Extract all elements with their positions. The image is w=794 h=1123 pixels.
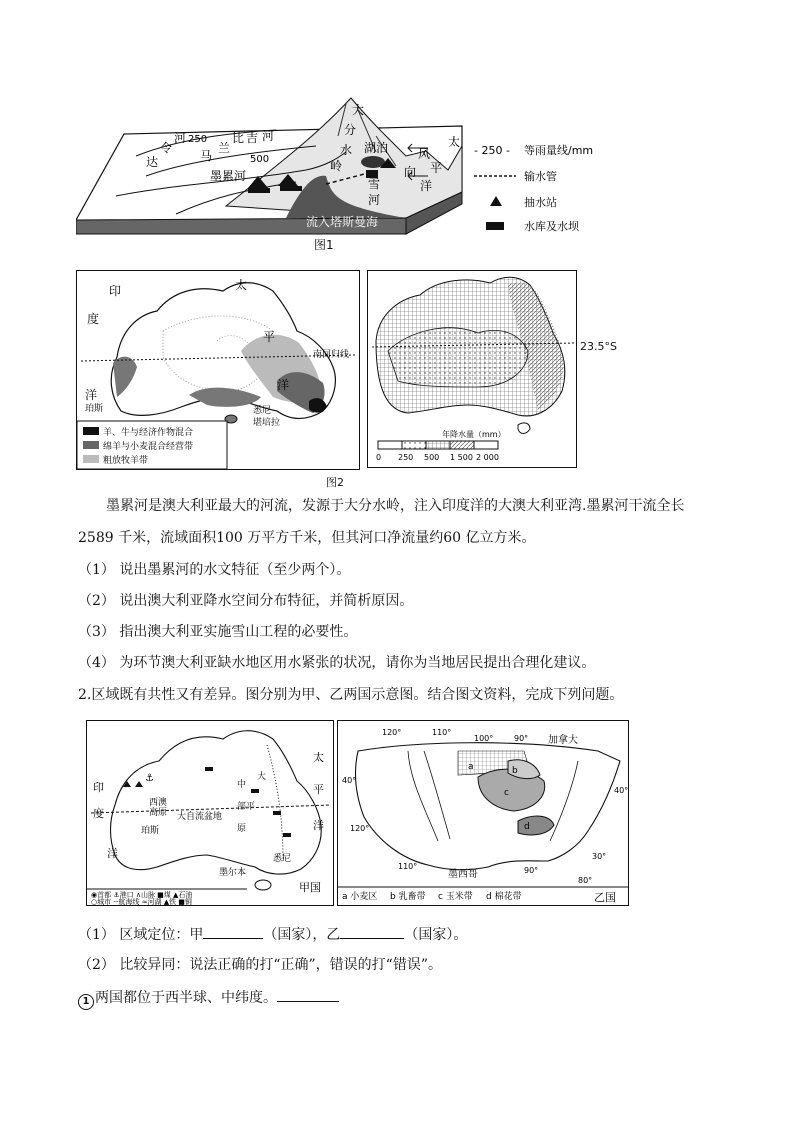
yi-title: 乙国 <box>594 891 616 904</box>
left-legend-1: 羊、牛与经济作物混合 <box>103 428 194 438</box>
yi-lon-80: 80° <box>578 876 593 885</box>
question-1-3: （3） 指出澳大利亚实施雪山工程的必要性。 <box>78 624 358 640</box>
answer-blank-item-1[interactable] <box>277 987 339 1002</box>
legend-pipe-label: 输水管 <box>524 170 557 183</box>
yi-zone-c: c <box>504 788 509 798</box>
label-wind-1: 风 <box>418 147 431 161</box>
isohyet-250: 250 <box>188 134 208 145</box>
anchor-icon: ⚓ <box>145 773 154 784</box>
question-1-4: （4） 为环节澳大利亚缺水地区用水紧张的状况，请你为当地居民提出合理化建议。 <box>78 655 596 671</box>
figure-2-left-svg <box>77 271 359 469</box>
yi-lat-30: 30° <box>592 852 607 861</box>
yi-zone-a: a <box>468 762 474 772</box>
yi-lon-100: 100° <box>474 734 494 743</box>
left-map-label-indian-3: 洋 <box>85 388 98 402</box>
left-map-label-pacific-1: 太 <box>235 278 248 292</box>
jia-legend-row-2: ○城市 --航海线 ≈河湖 ▲铁 ■铜 <box>91 898 192 905</box>
label-dafen-3: 水 <box>340 143 353 157</box>
label-murray: 墨累河 <box>210 169 247 183</box>
scale-tick-2000: 2 000 <box>476 453 499 462</box>
answer-blank-yi[interactable] <box>340 924 404 939</box>
left-map-label-perth: 珀斯 <box>85 404 104 414</box>
label-malan-3: 比 <box>232 131 245 145</box>
yi-lat-40-left: 40° <box>342 776 357 785</box>
left-map-label-indian-1: 印 <box>109 284 122 298</box>
question-1-1: （1） 说出墨累河的水文特征（至少两个）。 <box>78 562 351 578</box>
yi-lon-90-bottom: 90° <box>524 866 539 875</box>
yi-lat-40-right: 40° <box>614 786 628 795</box>
intro-paragraph-line-2: 2589 千米，流域面积100 万平方千米，但其河口净流量约60 亿立方米。 <box>78 530 536 546</box>
question-2-2: （2） 比较异同：说法正确的打“正确”，错误的打“错误”。 <box>78 957 442 973</box>
label-pacific-2: 平 <box>430 161 443 175</box>
jia-legend-row-1: ◉首都 ⚓港口 ∧山脉 ■煤 ▲石油 <box>91 891 193 899</box>
country-yi-svg <box>338 721 628 905</box>
country-yi-map <box>337 720 629 906</box>
figure-1-caption: 图1 <box>314 238 334 252</box>
legend-reservoir-label: 水库及水坝 <box>524 220 579 233</box>
right-map-scale-title: 年降水量（mm） <box>442 430 506 439</box>
yi-lon-120-bottom: 120° <box>350 824 370 833</box>
label-darling-1: 达 <box>146 155 159 169</box>
figure-2-right-map <box>367 270 577 468</box>
label-snow-1: 雪 <box>368 177 381 191</box>
question-2-1 <box>78 924 467 945</box>
answer-blank-jia[interactable] <box>203 924 263 939</box>
yi-lon-110: 110° <box>432 728 452 737</box>
label-pacific-1: 太 <box>448 135 461 149</box>
label-darling-2: 令 <box>160 141 173 155</box>
jia-label-dividing: 大 <box>257 772 267 782</box>
label-malan-1: 马 <box>200 149 213 163</box>
left-map-label-sydney: 悉尼 <box>253 406 272 416</box>
label-wind-2: 向 <box>404 165 417 179</box>
yi-legend-d: d 棉花带 <box>486 892 522 902</box>
left-map-label-indian-2: 度 <box>87 312 100 326</box>
country-jia-svg <box>87 721 333 905</box>
label-tasman: 流入塔斯曼海 <box>306 215 379 229</box>
question-2-2-item-1 <box>78 987 339 1010</box>
yi-lon-110-bottom: 110° <box>398 862 418 871</box>
left-map-label-canberra: 堪培拉 <box>253 418 281 428</box>
circled-number-1: 1 <box>78 994 94 1010</box>
label-dafen-4: 岭 <box>330 159 343 173</box>
label-malan-4: 吉 <box>246 131 259 145</box>
question-2-1-mid: （国家），乙 <box>263 927 341 943</box>
scale-tick-0: 0 <box>376 453 382 462</box>
jia-label-western-plateau: 西澳 <box>149 798 168 808</box>
left-legend-2: 绵羊与小麦混合经营带 <box>103 442 194 452</box>
figure-2-left-map <box>76 270 360 470</box>
yi-zone-b: b <box>512 766 518 776</box>
label-dafen-1: 大 <box>352 103 365 117</box>
legend-isohyet-symbol: - 250 - <box>474 144 510 157</box>
left-map-label-tropic: 南回归线 <box>313 350 350 360</box>
question-2-1-suffix: （国家）。 <box>404 927 468 943</box>
jia-label-indian-3: 洋 <box>107 847 118 860</box>
question-2-2-item-1-text: 两国都位于西半球、中纬度。 <box>95 990 277 1006</box>
figure-1-diagram <box>76 96 616 256</box>
yi-label-canada: 加拿大 <box>548 735 578 746</box>
scale-tick-250: 250 <box>398 453 414 462</box>
intro-paragraph-line-1: 墨累河是澳大利亚最大的河流，发源于大分水岭，注入印度洋的大澳大利亚湾.墨累河干流全长 <box>106 498 685 514</box>
jia-label-western-plateau-2: 高原 <box>149 808 168 818</box>
label-darling-3: 河 <box>174 131 187 145</box>
jia-label-indian-2: 度 <box>93 807 104 820</box>
label-dafen-2: 分 <box>344 123 357 137</box>
question-2-intro: 2.区域既有共性又有差异。图分别为甲、乙两国示意图。结合图文资料，完成下列问题。 <box>78 687 624 703</box>
question-2-1-prefix: （1） 区域定位：甲 <box>78 927 204 943</box>
country-jia-map <box>86 720 334 906</box>
yi-legend-c: c 玉米带 <box>438 892 473 902</box>
label-pacific-3: 洋 <box>420 179 433 193</box>
yi-legend-b: b 乳畜带 <box>390 892 426 902</box>
label-snow-2: 河 <box>368 193 381 207</box>
jia-label-pacific-2: 平 <box>313 783 324 796</box>
question-1-2: （2） 说出澳大利亚降水空间分布特征，并简析原因。 <box>78 593 414 609</box>
jia-label-pacific-3: 洋 <box>313 819 324 832</box>
jia-label-pacific-1: 太 <box>313 751 324 764</box>
scale-tick-1500: 1 500 <box>450 453 473 462</box>
left-map-label-pacific-3: 洋 <box>277 378 290 392</box>
jia-label-perth: 珀斯 <box>141 826 160 836</box>
scale-tick-500: 500 <box>424 453 440 462</box>
left-legend-3: 粗放牧羊带 <box>103 456 149 466</box>
isohyet-500: 500 <box>250 154 270 165</box>
jia-label-central: 中 <box>237 780 247 790</box>
jia-label-melbourne: 墨尔本 <box>219 868 247 878</box>
left-map-label-pacific-2: 平 <box>263 330 276 344</box>
figure-2-caption: 图2 <box>326 476 344 489</box>
jia-label-plain: 部平 <box>237 802 256 812</box>
yi-lon-90: 90° <box>514 734 529 743</box>
figure-1 <box>76 96 616 256</box>
label-malan-2: 兰 <box>218 141 231 155</box>
figure-2-right-svg <box>368 271 576 467</box>
jia-title: 甲国 <box>299 881 321 894</box>
yi-label-mexico: 墨西哥 <box>448 869 478 880</box>
jia-label-sydney: 悉尼 <box>273 854 292 864</box>
legend-pump-label: 抽水站 <box>524 196 557 209</box>
jia-label-indian-1: 印 <box>93 781 104 794</box>
yi-lon-120: 120° <box>382 728 402 737</box>
jia-label-basin: 大自流盆地 <box>177 812 223 822</box>
yi-legend-a: a 小麦区 <box>342 892 378 902</box>
legend-isohyet-label: 等雨量线/mm <box>524 144 594 157</box>
right-map-tropic-label: 23.5°S <box>580 340 617 353</box>
label-malan-5: 河 <box>262 129 275 143</box>
jia-label-plain-2: 原 <box>237 824 247 834</box>
label-lake: 湖泊 <box>364 141 389 155</box>
yi-zone-d: d <box>524 822 530 832</box>
